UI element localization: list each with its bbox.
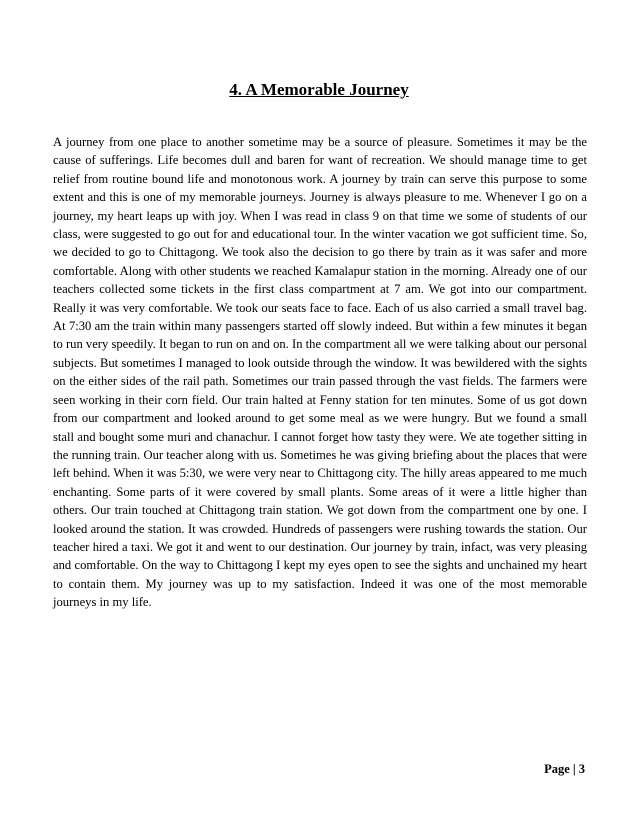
document-title: 4. A Memorable Journey: [229, 80, 409, 99]
page-number: Page | 3: [544, 762, 585, 776]
body-paragraph: A journey from one place to another sometime may be a source of pleasure. Sometimes it may be the cause of sufferings. Life becomes dull and baren for want of recreation. We should manage time to get relief from routine bound life and monotonous work. A journey by train can serve this purpose to some extent and this is one of my memorable journeys. Journey is always pleasure to me. Whenever I go on a journey, my heart leaps up with joy. When I was read in class 9 on that time we some of students of our class, were suggested to go out for and educational tour. In the winter vacation we got sufficient time. So, we decided to go to Chittagong. We took also the decision to go there by train as it was safer and more comfortable. Along with other students we reached Kamalapur station in the morning. Already one of our teachers collected some tickets in the first class compartment at 7 am. We got into our compartment. Really it was very comfortable. We took our seats face to face. Each of us also carried a small travel bag. At 7:30 am the train within many passengers started off slowly indeed. But within a few minutes it began to run very speedily. It began to run on and on. In the compartment all we were talking about our personal subjects. But sometimes I managed to look outside through the window. It was bewildered with the sights on the either sides of the rail path. Sometimes our train passed through the vast fields. The farmers were seen working in their corn field. Our train halted at Fenny station for ten minutes. Some of us got down from our compartment and looked around to get some meal as we were hungry. But we found a small stall and bought some muri and chanachur. I cannot forget how tasty they were. We ate together sitting in the running train. Our teacher along with us. Sometimes he was giving briefing about the places that were left behind. When it was 5:30, we were very near to Chittagong city. The hilly areas appeared to me much enchanting. Some parts of it were covered by small plants. Some areas of it were a little higher than others. Our train touched at Chittagong train station. We got down from the compartment one by one. I looked around the station. It was crowded. Hundreds of passengers were rushing towards the station. Our teacher hired a taxi. We got it and went to our destination. Our journey by train, infact, was very pleasing and comfortable. On the way to Chittagong I kept my eyes open to see the sights and unchained my heart to contain them. My journey was up to my satisfaction. Indeed it was one of the most memorable journeys in my life.: [53, 135, 587, 610]
